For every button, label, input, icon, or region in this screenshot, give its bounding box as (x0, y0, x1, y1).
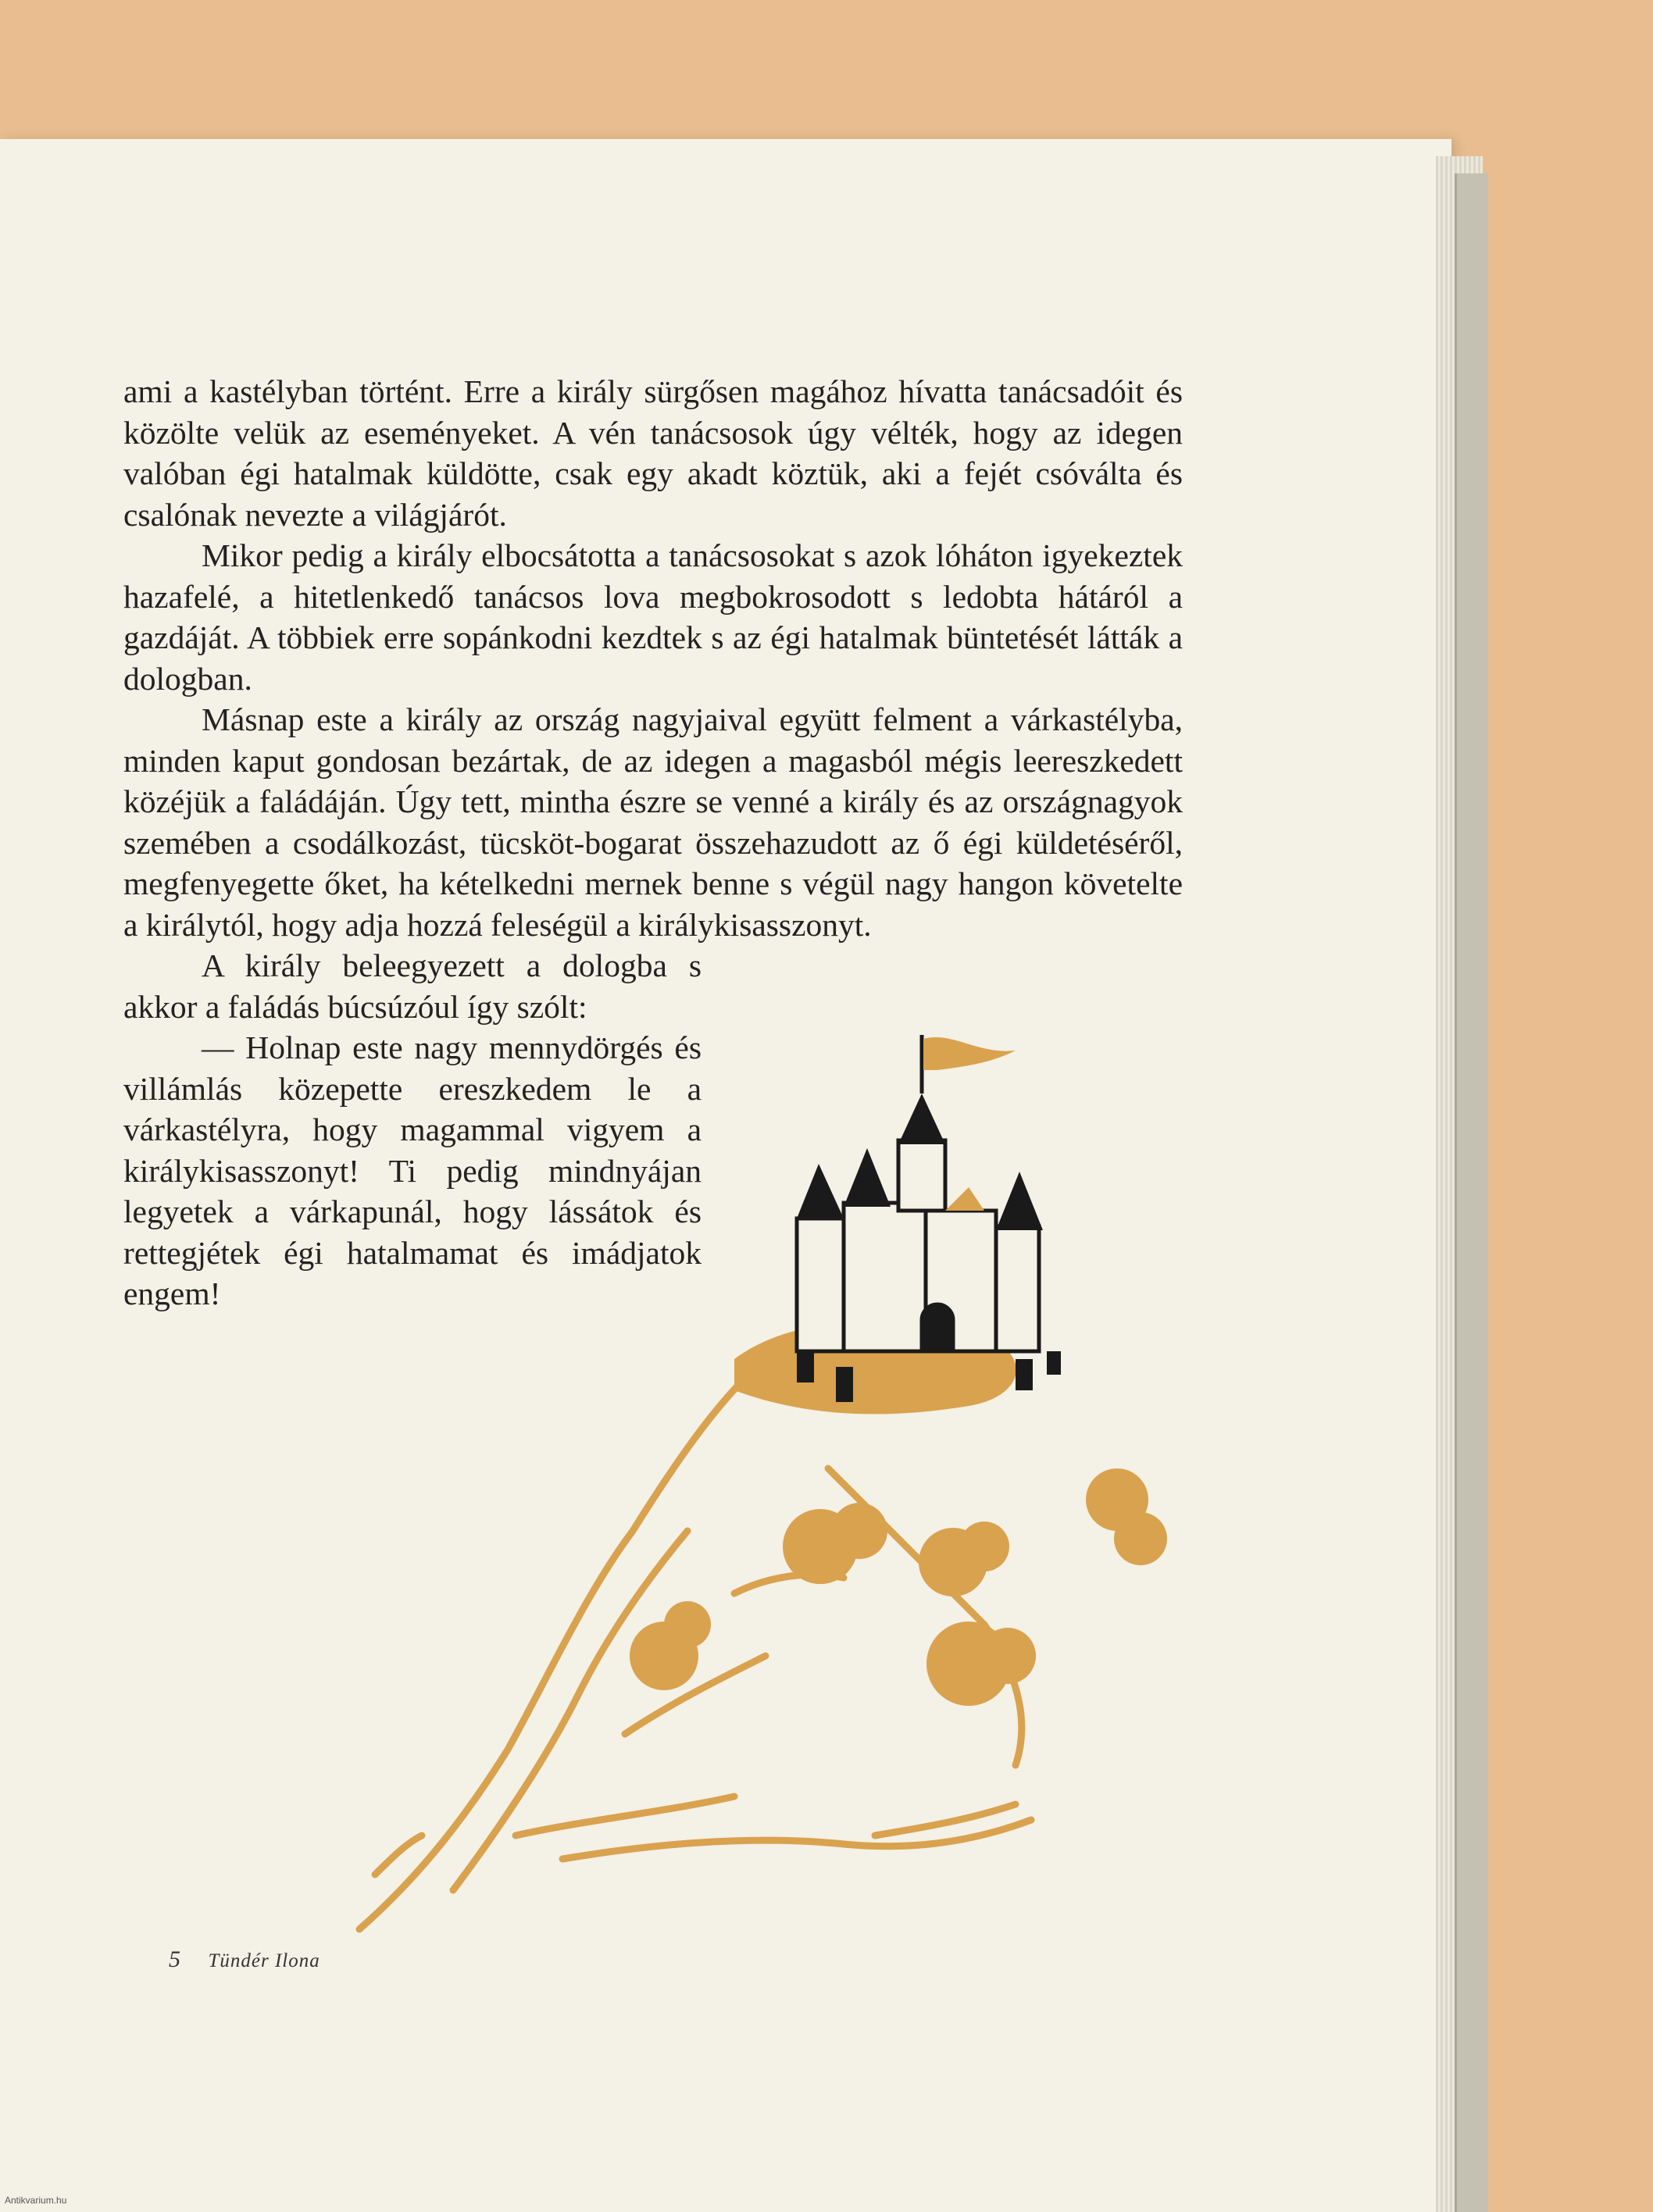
castle-illustration (328, 1031, 1226, 1953)
paragraph-3: Másnap este a király az ország nagyjaival együtt felment a várkastélyba, minden kaput gondosan bezártak, de az idegen a magasból mégis leereszkedett közéjük a faládáján. Úgy tett, mintha észre se venné a király és az országnagyok szemében a csodálkozást, tücsköt-bogarat összehazudott az ő égi küldetéséről, megfenyegette őket, ha kételkedni mernek benne s végül nagy hangon követelte a királytól, hogy adja hozzá feleségül a királykisasszonyt. (123, 701, 1183, 943)
flag (923, 1037, 1016, 1070)
paragraph-4: A király beleegyezett a dologba s akkor a faládás búcsúzóul így szólt: (123, 947, 702, 1025)
book-spine (1455, 173, 1488, 2212)
page-footer (169, 1946, 320, 1973)
paragraph-2: Mikor pedig a király elbocsátotta a tanácsosokat s azok lóháton igyekeztek hazafelé, a hitetlenkedő tanácsos lova megbokrosodott s ledobta hátáról a gazdáját. A többiek erre sopánkodni kezdtek s az égi hatalmak büntetését látták a dologban. (123, 537, 1183, 697)
paragraph-1: ami a kastélyban történt. Erre a király sürgősen magához hívatta tanácsadóit és közölte velük az eseményeket. A vén tanácsosok úgy vélték, hogy az idegen valóban égi hatalmak küldötte, csak egy akadt köztük, aki a fejét csóválta és csalónak nevezte a világjárót. (123, 373, 1183, 533)
paragraph-5-speech: — Holnap este nagy mennydörgés és villámlás közepette ereszkedem le a várkastélyra, hogy magammal vigyem a királykisasszonyt! Ti pedig mindnyájan legyetek a várkapunál, hogy lássátok és rettegjétek égi hatalmamat és imádjatok engem! (123, 1029, 702, 1311)
castle (797, 1140, 1039, 1351)
signature-mark: Tündér Ilona (208, 1950, 320, 1971)
watermark: Antikvarium.hu (5, 2195, 67, 2206)
bushes (630, 1468, 1167, 1706)
roof-accent (945, 1187, 984, 1211)
page-number: 5 (169, 1946, 180, 1972)
